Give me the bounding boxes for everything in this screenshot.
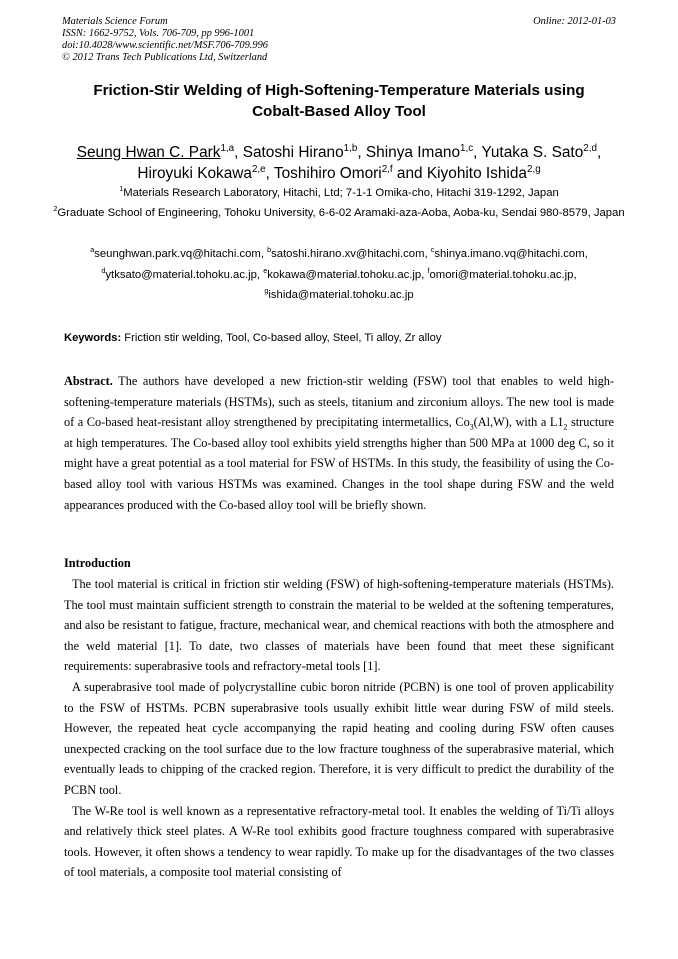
email-separator: ,: [573, 268, 577, 281]
email-separator: ,: [424, 248, 431, 260]
title-line-1: Friction-Stir Welding of High-Softening-Temperature Materials using: [93, 82, 585, 99]
author: [274, 165, 393, 182]
author-separator: and: [392, 165, 427, 182]
doi-line: doi:10.4028/www.scientific.net/MSF.706-709.996: [62, 40, 268, 51]
email-sup: f: [427, 265, 430, 275]
journal-name: Materials Science Forum: [62, 16, 168, 27]
author: [137, 165, 265, 182]
author: [243, 144, 358, 161]
affiliation-sup: 2: [53, 204, 58, 214]
author-name: Toshihiro Omori: [273, 165, 382, 182]
author-separator: ,: [596, 144, 602, 161]
author-sup: 2,d: [583, 142, 597, 154]
email-sup: a: [90, 245, 95, 255]
title-line-2: Cobalt-Based Alloy Tool: [252, 103, 426, 120]
affiliation-1: [52, 183, 626, 203]
author-name: Seung Hwan C. Park: [76, 144, 221, 161]
email-address: ytksato@material.tohoku.ac.jp: [105, 268, 257, 281]
author-separator: ,: [265, 165, 274, 182]
affiliation-text: Materials Research Laboratory, Hitachi, Ltd; 7-1-1 Omika-cho, Hitachi 319-1292, Japan: [123, 187, 559, 199]
email-sup: b: [267, 245, 272, 255]
author: [366, 144, 473, 161]
author-name: Kiyohito Ishida: [426, 165, 527, 182]
author: [481, 144, 597, 161]
author-name: Satoshi Hirano: [242, 144, 344, 161]
introduction-heading: Introduction: [64, 556, 131, 570]
email-sup: d: [101, 265, 106, 275]
email-entry: [267, 245, 425, 260]
author-separator: ,: [234, 144, 243, 161]
email-entry: [101, 265, 257, 281]
abstract-text-2: (Al,W), with a L1: [473, 415, 564, 430]
email-address: shinya.imano.vq@hitachi.com: [434, 248, 585, 260]
intro-paragraph-2: A superabrasive tool made of polycrystalline cubic boron nitride (PCBN) is one tool of proven applicability to the FSW of HSTMs. PCBN superabrasive tools usually exhibit little wear during FSW of mild steels. However, the repeated heat cycle accompanying the rapid heating and cooling during FSW often causes unexpected cracking on the tool surface due to the low fracture toughness of the superabrasive material, which eventually leads to chipping of the cracked region. Therefore, it is very difficult to predict the durability of the PCBN tool.: [64, 679, 614, 797]
email-entry: [90, 245, 261, 260]
author-sup: 2,e: [251, 163, 266, 175]
abstract-subscript-2: 2: [563, 422, 568, 432]
author-name: Yutaka S. Sato: [481, 144, 584, 161]
email-sup: g: [264, 286, 269, 296]
affiliation-2: [52, 203, 626, 223]
author-separator: ,: [473, 144, 482, 161]
email-entry: [263, 265, 422, 281]
affiliation-sup: 1: [119, 184, 124, 194]
email-address: seunghwan.park.vq@hitachi.com: [94, 248, 261, 260]
keywords: [64, 330, 624, 346]
author-sup: 1,a: [220, 142, 235, 154]
journal-header: [62, 16, 616, 64]
email-separator: ,: [256, 268, 264, 281]
copyright-line: © 2012 Trans Tech Publications Ltd, Switzerland: [62, 52, 268, 63]
author: [427, 165, 541, 182]
abstract-text-1: The authors have developed a new friction-stir welding (FSW) tool that enables to weld high-softening-temperature materials (HSTMs), such as steels, titanium and zirconium alloys. The new tool is made of a Co-based heat-resistant alloy strengthened by precipitating intermetallics, Co: [64, 374, 614, 430]
keywords-text: Friction stir welding, Tool, Co-based alloy, Steel, Ti alloy, Zr alloy: [121, 332, 442, 344]
email-sup: c: [430, 245, 435, 255]
email-separator: ,: [260, 248, 268, 260]
email-address: kokawa@material.tohoku.ac.jp: [267, 268, 422, 281]
email-address: omori@material.tohoku.ac.jp: [429, 268, 574, 281]
author-separator: ,: [357, 144, 366, 161]
email-list: [52, 244, 626, 306]
email-separator: ,: [584, 248, 588, 260]
author: [77, 144, 234, 161]
email-entry: [427, 265, 577, 281]
abstract-label: Abstract.: [64, 374, 113, 388]
introduction-body: [64, 574, 614, 883]
email-entry: [430, 245, 585, 260]
email-entry: [264, 286, 414, 301]
author-sup: 1,b: [343, 142, 358, 154]
author-sup: 2,f: [381, 163, 393, 175]
online-date: Online: 2012-01-03: [533, 16, 616, 27]
author-sup: 1,c: [460, 142, 474, 154]
author-sup: 2,g: [526, 163, 541, 175]
email-sup: e: [263, 265, 268, 275]
author-name: Hiroyuki Kokawa: [137, 165, 252, 182]
intro-paragraph-1: The tool material is critical in friction stir welding (FSW) of high-softening-temperature materials (HSTMs). The tool must maintain sufficient strength to constrain the material to be welded at the softening temperatures, and also be resistant to fatigue, fracture, mechanical wear, and chemical reactions with both the atmosphere and the weld material [1]. To date, two classes of materials have been found that meet these significant requirements: superabrasive tools and refractory-metal tools [1].: [64, 577, 614, 674]
email-address: satoshi.hirano.xv@hitachi.com: [271, 248, 425, 260]
intro-paragraph-3: The W-Re tool is well known as a representative refractory-metal tool. It enables the welding of Ti/Ti alloys and relatively thick steel plates. A W-Re tool exhibits good fracture toughness compared with superabrasive tools. However, it often shows a tendency to wear rapidly. To make up for the disadvantages of the two classes of tool materials, a composite tool material consisting of: [64, 803, 614, 880]
abstract-subscript-1: 3: [469, 422, 474, 432]
issn-line: ISSN: 1662-9752, Vols. 706-709, pp 996-1001: [62, 28, 255, 39]
author-name: Shinya Imano: [365, 144, 461, 161]
abstract: [64, 371, 614, 515]
affiliation-text: Graduate School of Engineering, Tohoku University, 6-6-02 Aramaki-aza-Aoba, Aoba-ku, Sendai 980-8579, Japan: [57, 207, 625, 219]
keywords-label: Keywords:: [64, 332, 122, 344]
email-address: ishida@material.tohoku.ac.jp: [268, 289, 414, 301]
email-separator: ,: [421, 268, 428, 281]
abstract-text-3: structure at high temperatures. The Co-based alloy tool exhibits yield strengths higher than 500 MPa at 1000 deg C, so it might have a great potential as a tool material for FSW of HSTMs. In this study, the feasibility of using the Co-based alloy tool with various HSTMs was examined. Changes in the tool shape during FSW and the weld appearances produced with the Co-based alloy tool will be briefly shown.: [64, 415, 614, 512]
paper-title: [40, 80, 638, 122]
author-list: [30, 142, 648, 184]
